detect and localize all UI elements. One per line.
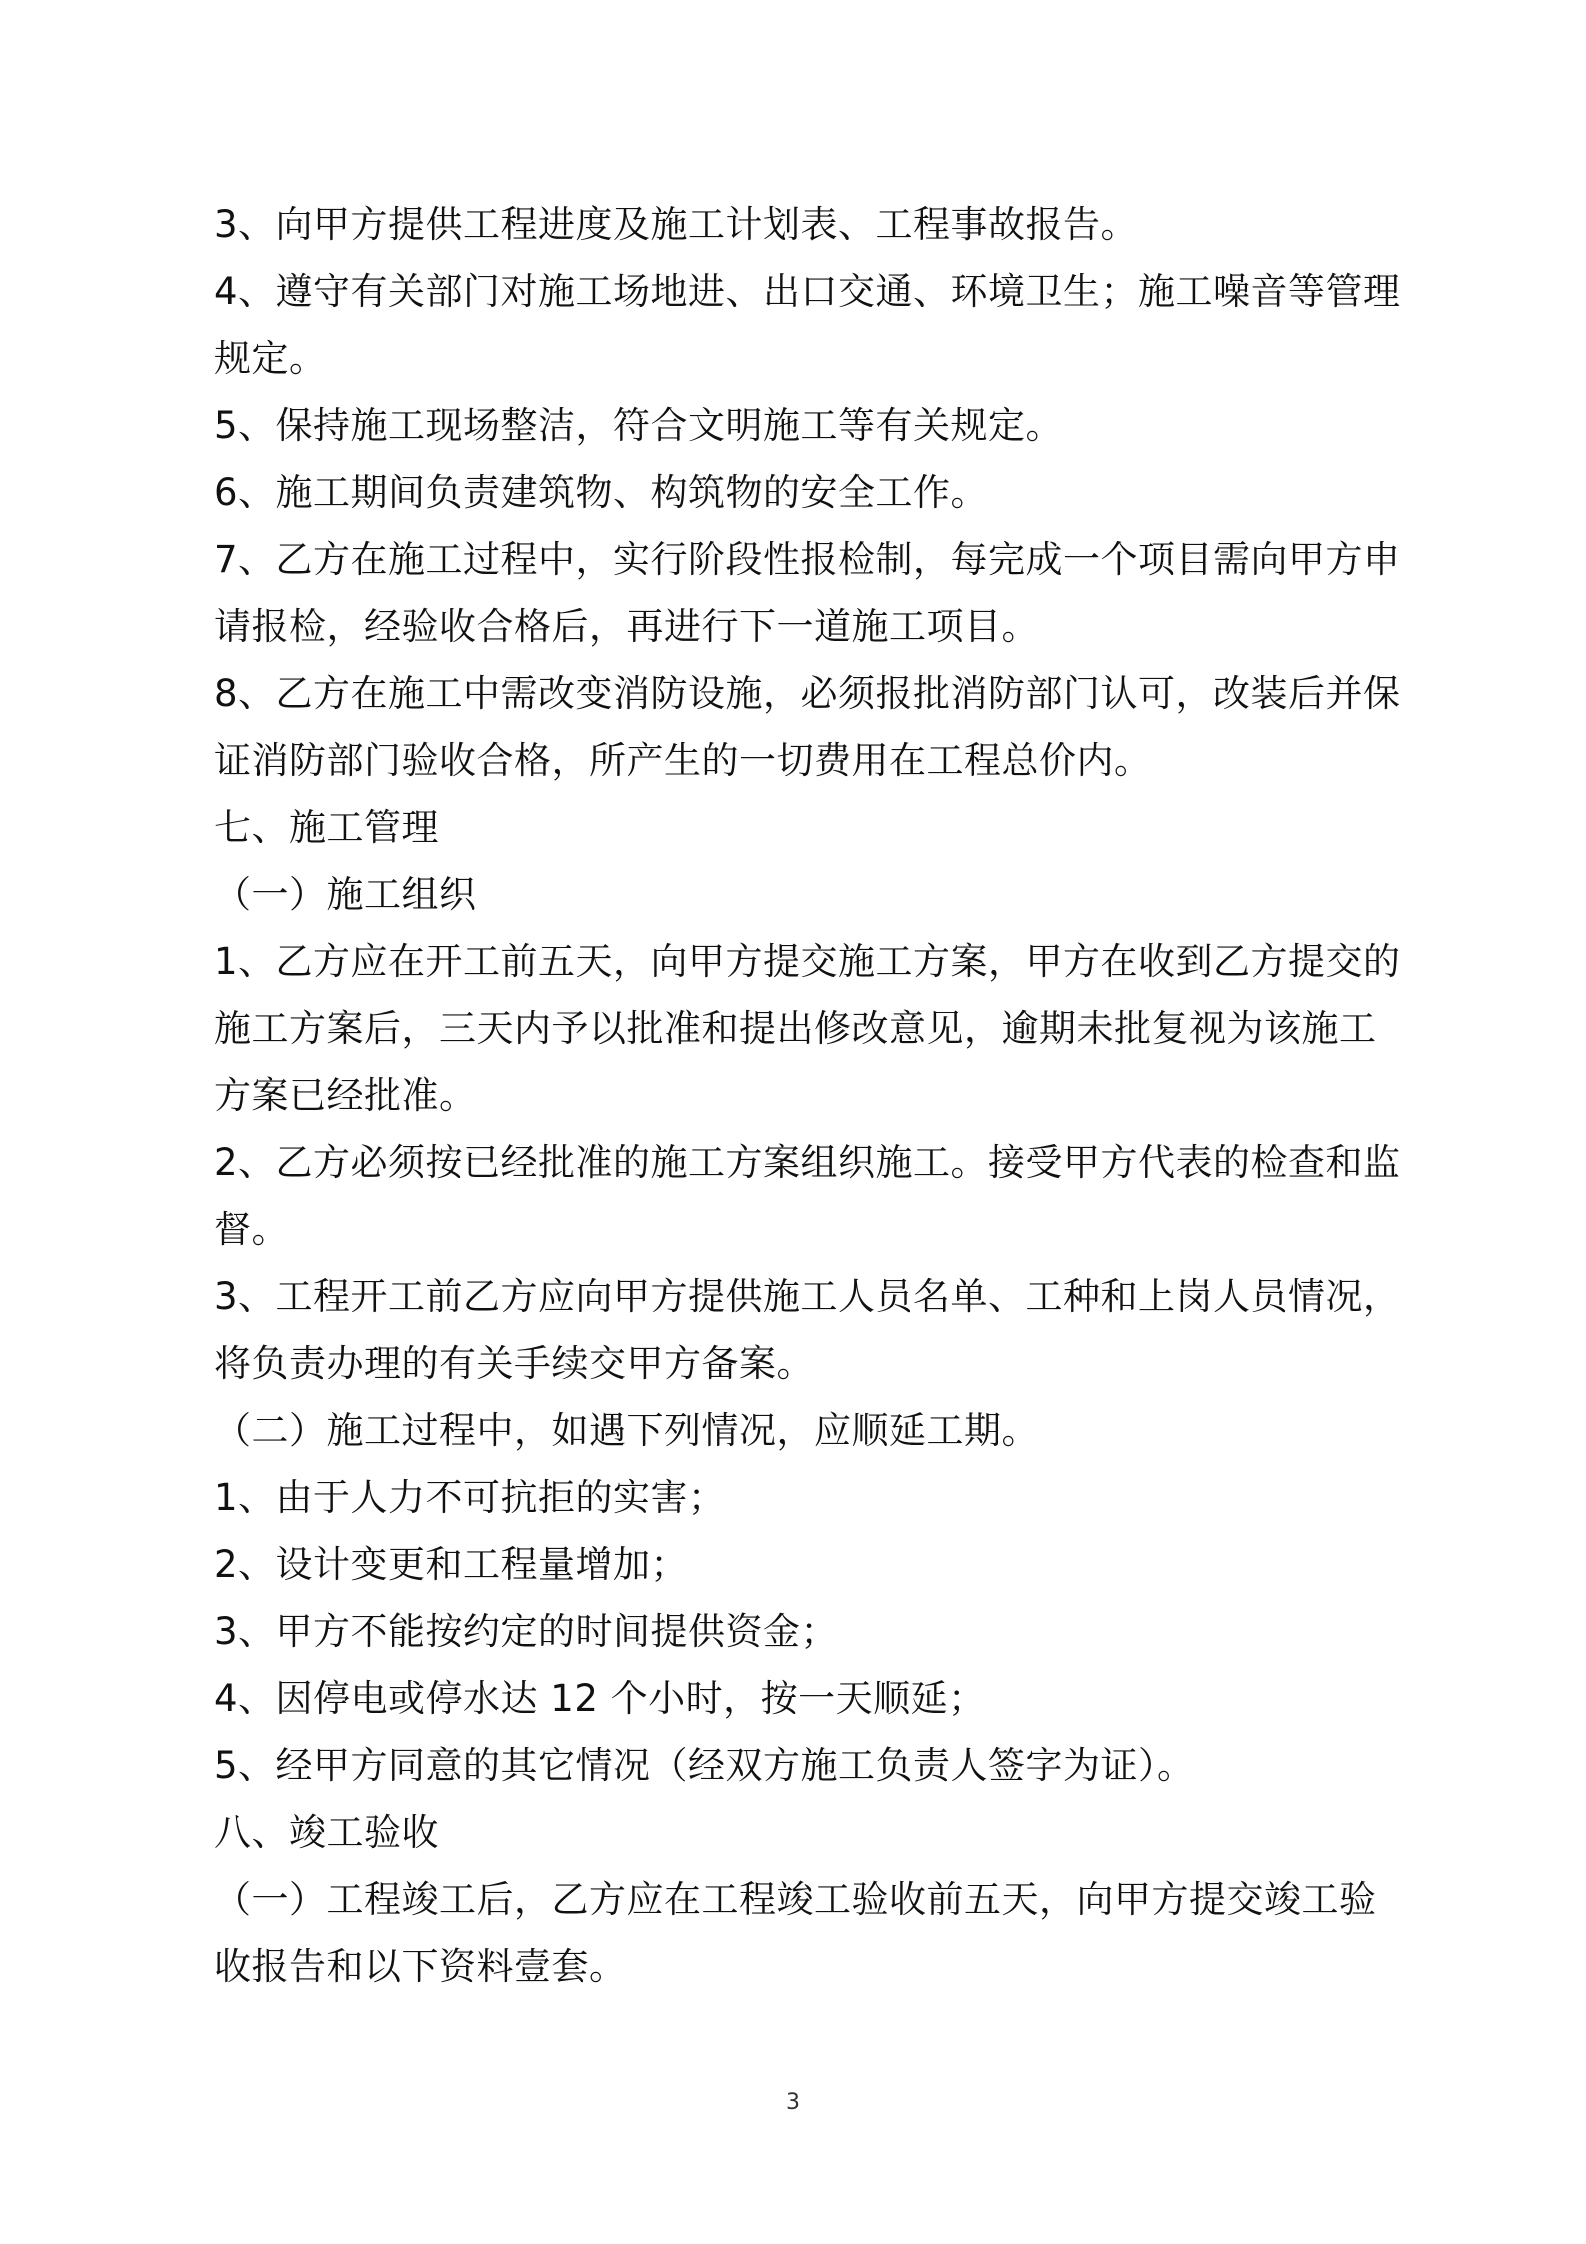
text-line: 4、遵守有关部门对施工场地进、出口交通、环境卫生；施工噪音等管理 xyxy=(214,270,1401,313)
subsection-heading: （一）施工组织 xyxy=(214,873,477,916)
text-line: 方案已经批准。 xyxy=(214,1074,477,1117)
document-body xyxy=(214,191,1401,2000)
text-line: 8、乙方在施工中需改变消防设施，必须报批消防部门认可，改装后并保 xyxy=(214,672,1401,715)
text-line: 7、乙方在施工过程中，实行阶段性报检制，每完成一个项目需向甲方申 xyxy=(214,538,1401,581)
text-line: 6、施工期间负责建筑物、构筑物的安全工作。 xyxy=(214,471,989,514)
section-heading: 七、施工管理 xyxy=(214,806,439,849)
text-line: 请报检，经验收合格后，再进行下一道施工项目。 xyxy=(214,605,1039,648)
text-line: （一）工程竣工后，乙方应在工程竣工验收前五天，向甲方提交竣工验 xyxy=(214,1878,1377,1921)
text-line: 将负责办理的有关手续交甲方备案。 xyxy=(214,1342,814,1385)
text-line: 3、工程开工前乙方应向甲方提供施工人员名单、工种和上岗人员情况， xyxy=(214,1275,1401,1318)
page-number: 3 xyxy=(786,2090,800,2115)
text-line: 督。 xyxy=(214,1208,289,1251)
text-line: 3、向甲方提供工程进度及施工计划表、工程事故报告。 xyxy=(214,203,1139,246)
text-line: 5、经甲方同意的其它情况（经双方施工负责人签字为证）。 xyxy=(214,1744,1195,1787)
subsection-heading: （二）施工过程中，如遇下列情况，应顺延工期。 xyxy=(214,1409,1039,1452)
text-line: 收报告和以下资料壹套。 xyxy=(214,1945,627,1988)
text-line: 4、因停电或停水达 12 个小时，按一天顺延； xyxy=(214,1677,986,1720)
text-line: 5、保持施工现场整洁，符合文明施工等有关规定。 xyxy=(214,404,1064,447)
text-line: 2、乙方必须按已经批准的施工方案组织施工。接受甲方代表的检查和监 xyxy=(214,1141,1401,1184)
text-line: 1、由于人力不可抗拒的实害； xyxy=(214,1476,726,1519)
text-line: 证消防部门验收合格，所产生的一切费用在工程总价内。 xyxy=(214,739,1152,782)
text-line: 1、乙方应在开工前五天，向甲方提交施工方案，甲方在收到乙方提交的 xyxy=(214,940,1401,983)
text-line: 规定。 xyxy=(214,337,327,380)
section-heading: 八、竣工验收 xyxy=(214,1811,439,1854)
text-line: 施工方案后，三天内予以批准和提出修改意见，逾期未批复视为该施工 xyxy=(214,1007,1377,1050)
text-line: 3、甲方不能按约定的时间提供资金； xyxy=(214,1610,839,1653)
text-line: 2、设计变更和工程量增加； xyxy=(214,1543,689,1586)
